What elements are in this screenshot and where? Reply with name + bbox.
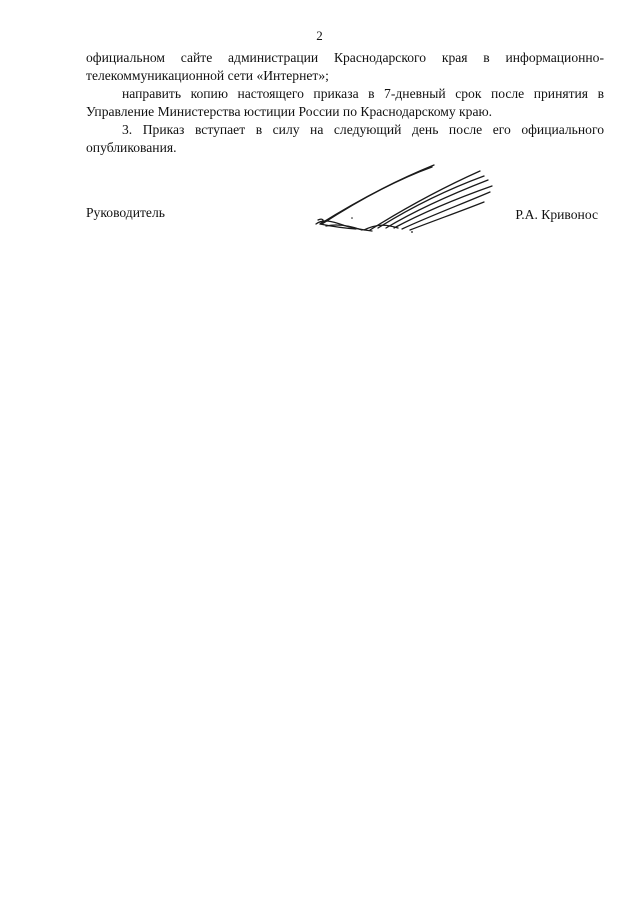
signatory-position: Руководитель <box>86 205 165 220</box>
paragraph-send-copy: направить копию настоящего приказа в 7-дневный срок после принятия в Управление Министерства юстиции России по Краснодарскому краю. <box>86 86 604 119</box>
document-body <box>86 49 604 157</box>
signatory-name: Р.А. Кривонос <box>515 207 598 222</box>
handwritten-signature <box>312 158 502 238</box>
paragraph-entry-into-force: 3. Приказ вступает в силу на следующий день после его официального опубликования. <box>86 122 604 155</box>
paragraph-website: официальном сайте администрации Краснодарского края в информационно-телекоммуникационной сети «Интернет»; <box>86 50 604 83</box>
page-number: 2 <box>316 28 323 43</box>
